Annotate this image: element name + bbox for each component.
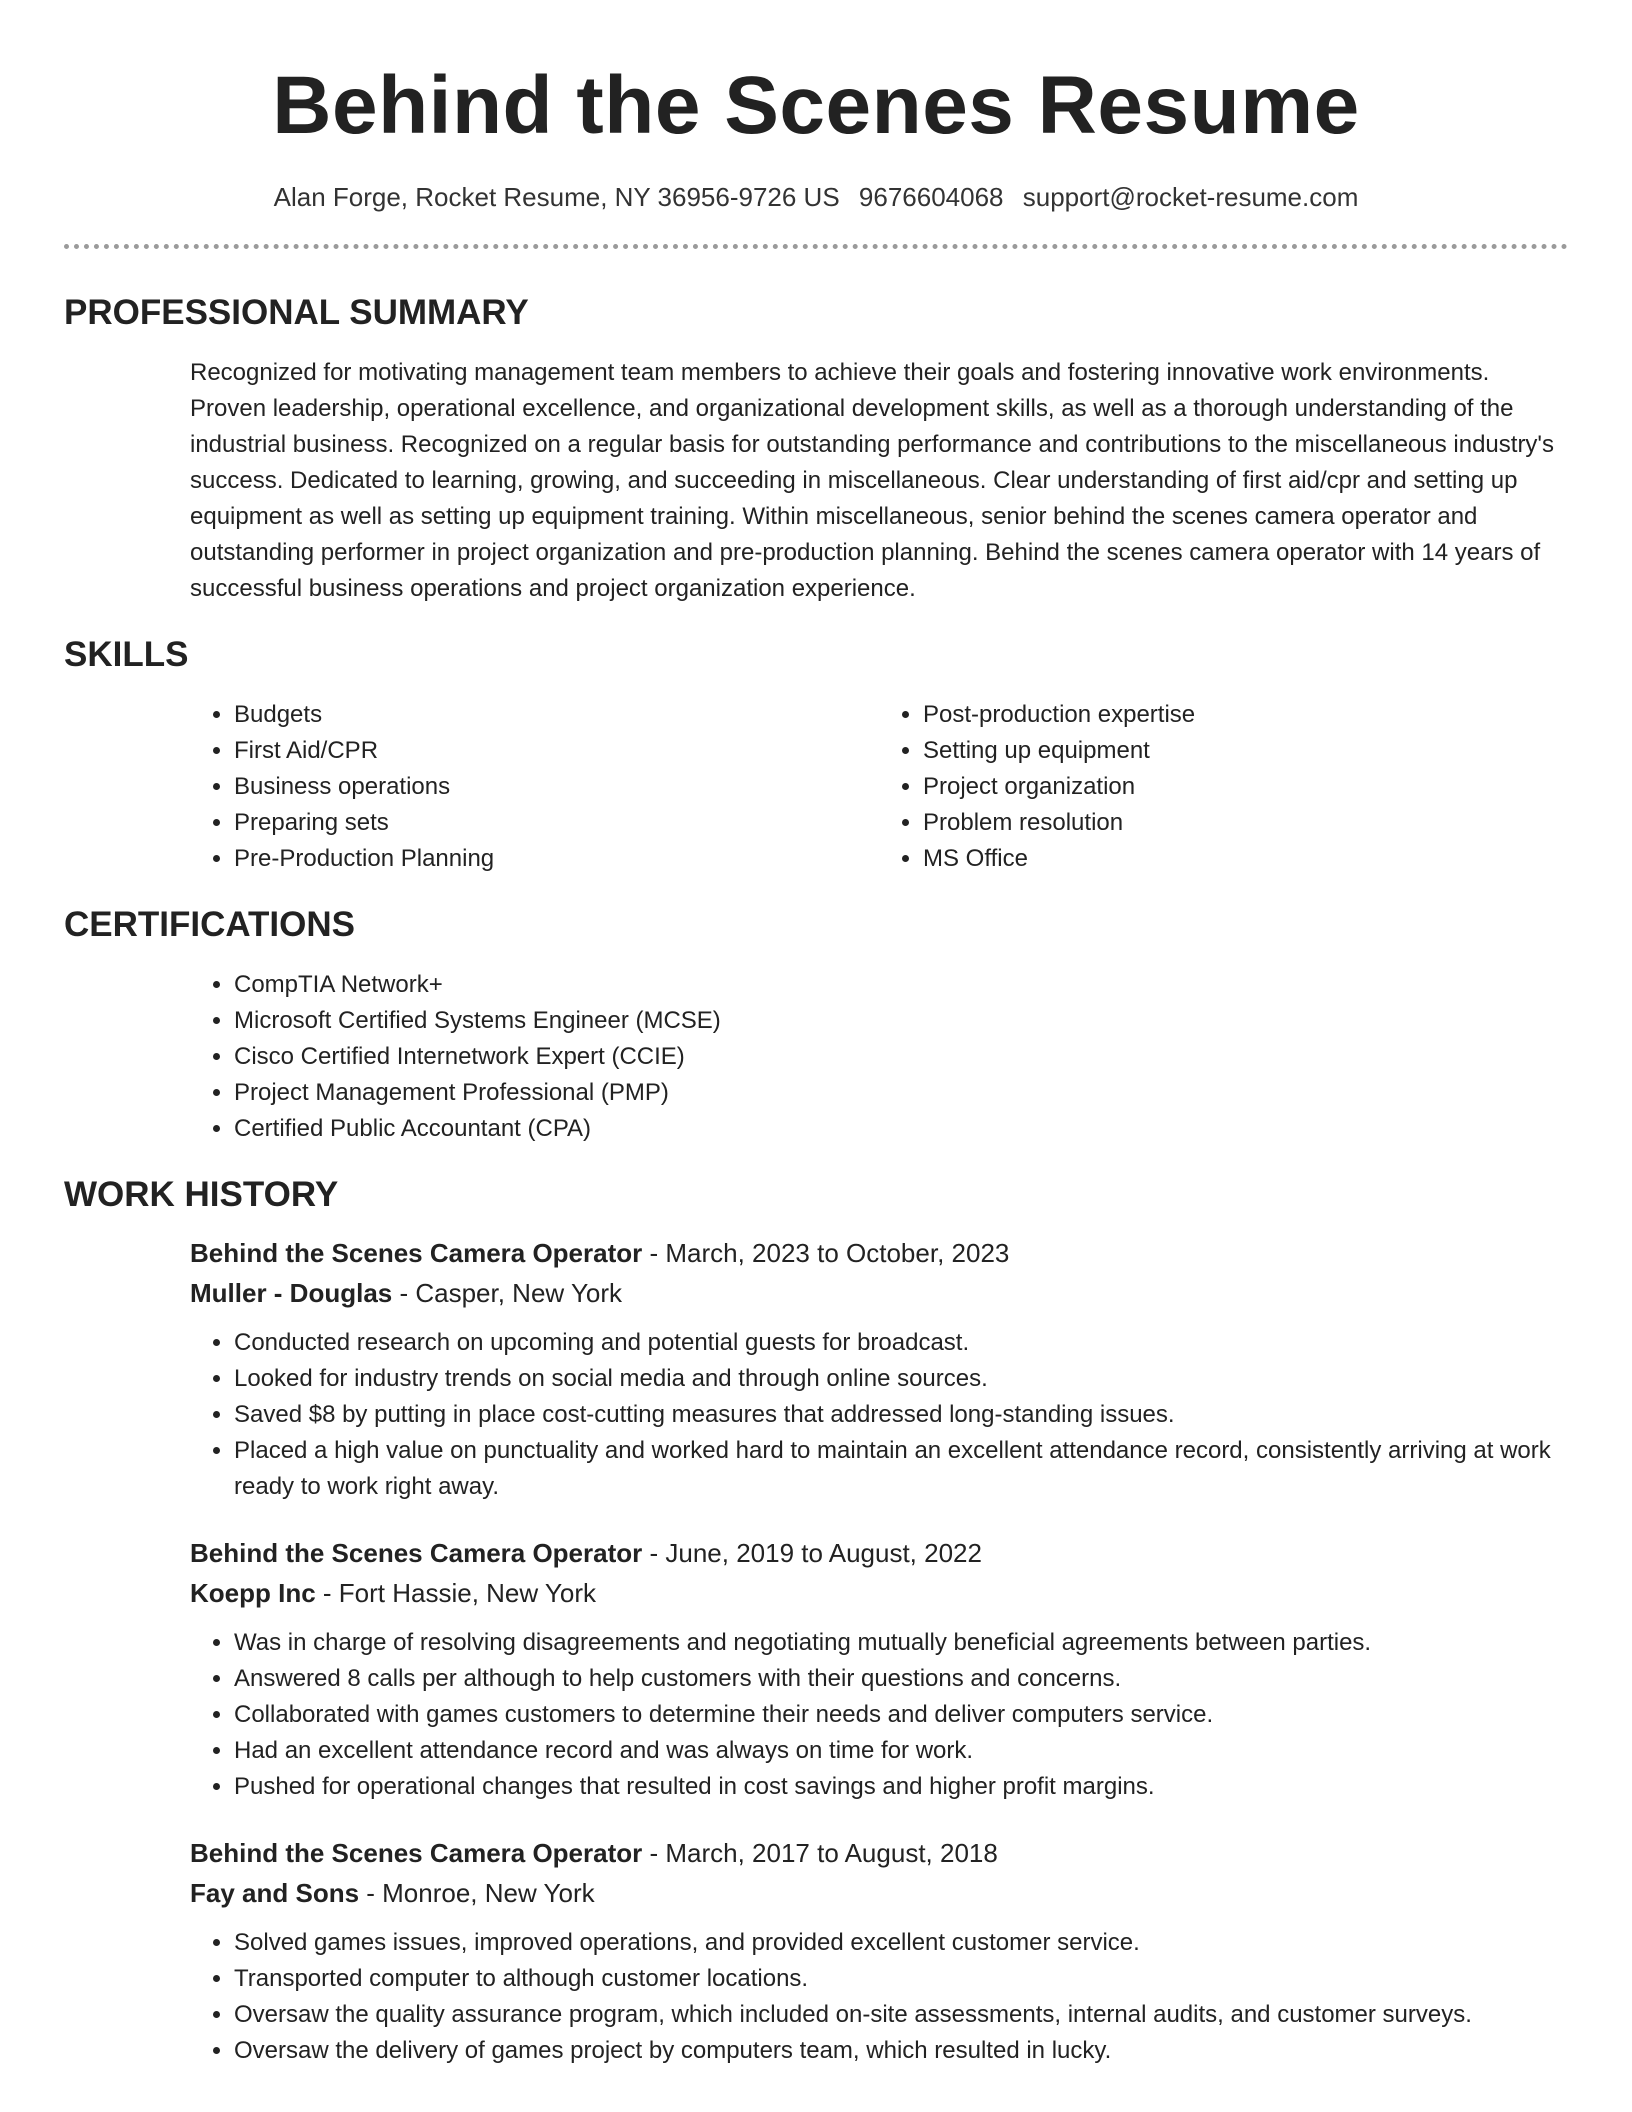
job-dates: - March, 2023 to October, 2023: [642, 1238, 1010, 1268]
contact-phone: 9676604068: [858, 182, 1004, 212]
skills-section: [190, 697, 1568, 877]
skill-item: • Project organization: [923, 769, 1568, 805]
job-bullet: • Conducted research on upcoming and potential guests for broadcast.: [234, 1325, 1568, 1361]
skills-list-right: [879, 697, 1568, 877]
skill-item: • MS Office: [923, 841, 1568, 877]
skill-item: • Pre-Production Planning: [234, 841, 879, 877]
job-company-line: [190, 1573, 1568, 1613]
job-company: Koepp Inc: [190, 1578, 316, 1608]
summary-heading: PROFESSIONAL SUMMARY: [64, 293, 529, 332]
skill-item: • Setting up equipment: [923, 733, 1568, 769]
certification-item: • Project Management Professional (PMP): [234, 1075, 1568, 1111]
job-bullet: • Looked for industry trends on social media and through online sources.: [234, 1361, 1568, 1397]
job-bullet: • Transported computer to although customer locations.: [234, 1961, 1568, 1997]
job-company: Fay and Sons: [190, 1878, 360, 1908]
job-bullets: [190, 1925, 1568, 2069]
job-title-line: [190, 1833, 1568, 1873]
job-bullet: • Collaborated with games customers to determine their needs and deliver computers service.: [234, 1697, 1568, 1733]
job-bullet: • Saved $8 by putting in place cost-cutting measures that addressed long-standing issues.: [234, 1397, 1568, 1433]
job-dates: - March, 2017 to August, 2018: [642, 1838, 998, 1868]
job-bullet: • Had an excellent attendance record and was always on time for work.: [234, 1733, 1568, 1769]
job-bullet: • Solved games issues, improved operations, and provided excellent customer service.: [234, 1925, 1568, 1961]
certifications-section: [190, 967, 1568, 1147]
certification-item: • Cisco Certified Internetwork Expert (CCIE): [234, 1039, 1568, 1075]
job-location: - Casper, New York: [392, 1278, 623, 1308]
job-bullet: • Answered 8 calls per although to help customers with their questions and concerns.: [234, 1661, 1568, 1697]
resume-title: Behind the Scenes Resume: [272, 60, 1360, 151]
skills-list-left: [190, 697, 879, 877]
skills-heading: SKILLS: [64, 635, 189, 674]
skill-item: • Business operations: [234, 769, 879, 805]
skill-item: • Budgets: [234, 697, 879, 733]
certification-item: • Certified Public Accountant (CPA): [234, 1111, 1568, 1147]
job-company-line: [190, 1273, 1568, 1313]
certifications-heading: CERTIFICATIONS: [64, 905, 356, 944]
job-bullets: [190, 1325, 1568, 1505]
skill-item: • First Aid/CPR: [234, 733, 879, 769]
job-title-line: [190, 1533, 1568, 1573]
job-entry: [190, 1833, 1568, 2069]
job-title-line: [190, 1233, 1568, 1273]
job-bullet: • Oversaw the quality assurance program, which included on-site assessments, internal audits, and customer surveys.: [234, 1997, 1568, 2033]
job-bullet: • Oversaw the delivery of games project by computers team, which resulted in lucky.: [234, 2033, 1568, 2069]
job-dates: - June, 2019 to August, 2022: [642, 1538, 982, 1568]
job-entry: [190, 1233, 1568, 1505]
job-location: - Monroe, New York: [359, 1878, 595, 1908]
summary-section: [190, 355, 1568, 607]
contact-email: support@rocket-resume.com: [1022, 182, 1359, 212]
job-title: Behind the Scenes Camera Operator: [190, 1238, 643, 1268]
contact-address: Alan Forge, Rocket Resume, NY 36956-9726 US: [273, 182, 840, 212]
job-location: - Fort Hassie, New York: [315, 1578, 596, 1608]
contact-line: [64, 180, 1568, 214]
resume-page: [64, 0, 1568, 2069]
job-bullet: • Placed a high value on punctuality and worked hard to maintain an excellent attendance record, consistently arriving at work ready to work right away.: [234, 1433, 1568, 1505]
certification-item: • CompTIA Network+: [234, 967, 1568, 1003]
skill-item: • Post-production expertise: [923, 697, 1568, 733]
certifications-list: [190, 967, 1568, 1147]
job-bullets: [190, 1625, 1568, 1805]
job-title: Behind the Scenes Camera Operator: [190, 1538, 643, 1568]
skill-item: • Preparing sets: [234, 805, 879, 841]
job-bullet: • Pushed for operational changes that resulted in cost savings and higher profit margins.: [234, 1769, 1568, 1805]
skill-item: • Problem resolution: [923, 805, 1568, 841]
job-company: Muller - Douglas: [190, 1278, 393, 1308]
job-title: Behind the Scenes Camera Operator: [190, 1838, 643, 1868]
job-company-line: [190, 1873, 1568, 1913]
summary-text: Recognized for motivating management team members to achieve their goals and fostering innovative work environments. Proven leadership, operational excellence, and organizational development skills, as well as a thorough understanding of the industrial business. Recognized on a regular basis for outstanding performance and contributions to the miscellaneous industry's success. Dedicated to learning, growing, and succeeding in miscellaneous. Clear understanding of first aid/cpr and setting up equipment as well as setting up equipment training. Within miscellaneous, senior behind the scenes camera operator and outstanding performer in project organization and pre-production planning. Behind the scenes camera operator with 14 years of successful business operations and project organization experience.: [190, 359, 1555, 602]
job-bullet: • Was in charge of resolving disagreements and negotiating mutually beneficial agreements between parties.: [234, 1625, 1568, 1661]
job-entry: [190, 1533, 1568, 1805]
work-history-heading: WORK HISTORY: [64, 1175, 339, 1214]
header-divider: [64, 244, 1568, 249]
certification-item: • Microsoft Certified Systems Engineer (MCSE): [234, 1003, 1568, 1039]
